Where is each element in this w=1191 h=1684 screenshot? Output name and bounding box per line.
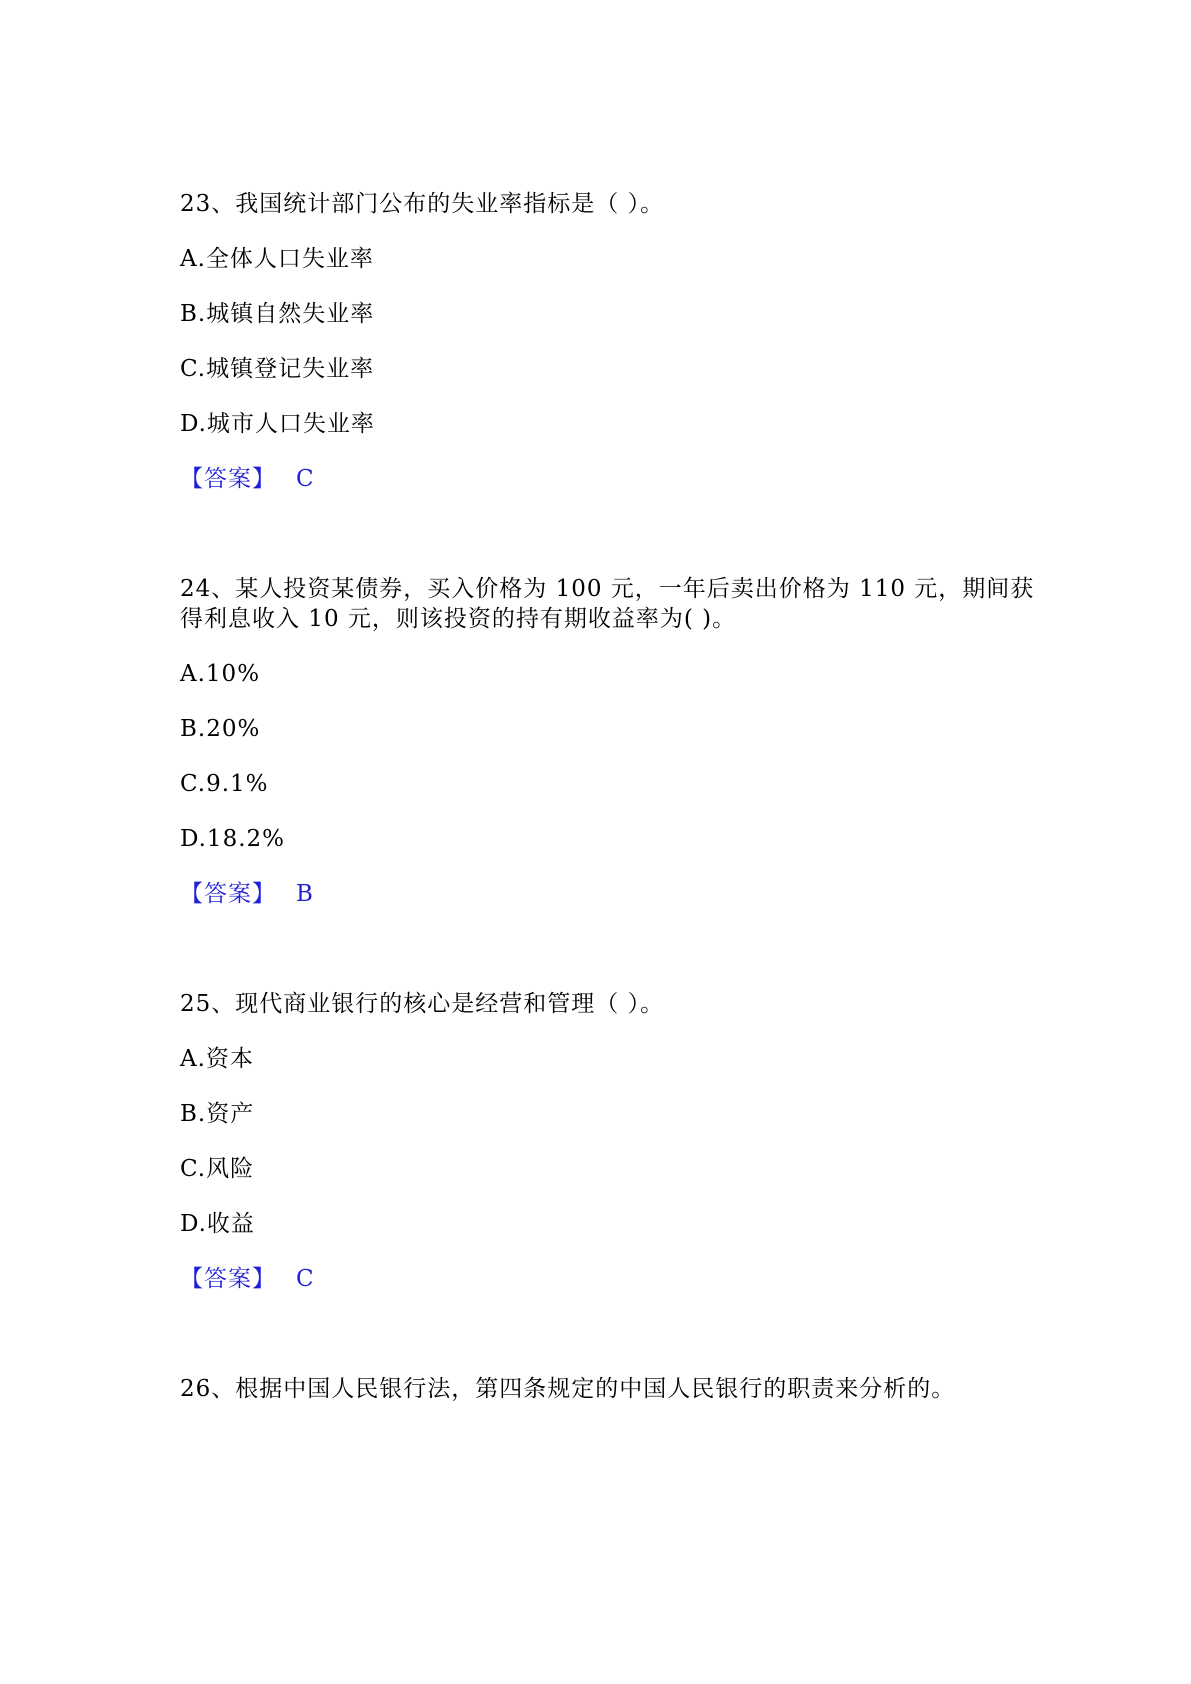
question-25-option-d: D.收益 — [180, 1211, 255, 1237]
question-24-option-c: C.9.1% — [180, 771, 269, 797]
question-23-stem: 23、我国统计部门公布的失业率指标是（ ）。 — [180, 191, 665, 217]
question-24-answer — [180, 880, 314, 908]
question-25-stem: 25、现代商业银行的核心是经营和管理（ ）。 — [180, 991, 665, 1017]
question-26-stem: 26、根据中国人民银行法，第四条规定的中国人民银行的职责来分析的。 — [180, 1376, 956, 1402]
question-25-answer — [180, 1265, 315, 1293]
question-23-option-c: C.城镇登记失业率 — [180, 356, 375, 382]
question-25-option-a: A.资本 — [180, 1046, 254, 1072]
question-24-stem-line-1: 24、某人投资某债券，买入价格为 100 元，一年后卖出价格为 110 元，期间获 — [180, 576, 1035, 602]
question-23-option-d: D.城市人口失业率 — [180, 411, 375, 437]
question-25-option-c: C.风险 — [180, 1156, 255, 1182]
question-23-answer — [180, 465, 315, 493]
question-24-option-b: B.20% — [180, 716, 261, 742]
question-25-option-b: B.资产 — [180, 1101, 255, 1127]
answer-value: C — [296, 1266, 315, 1292]
answer-label: 【答案】 — [180, 881, 276, 907]
answer-label: 【答案】 — [180, 1266, 276, 1292]
answer-value: C — [296, 466, 315, 492]
answer-label: 【答案】 — [180, 466, 276, 492]
question-24-option-a: A.10% — [180, 661, 261, 687]
question-24-option-d: D.18.2% — [180, 826, 285, 852]
question-23-option-a: A.全体人口失业率 — [180, 246, 374, 272]
question-24-stem-line-2: 得利息收入 10 元，则该投资的持有期收益率为( )。 — [180, 606, 737, 632]
question-23-option-b: B.城镇自然失业率 — [180, 301, 375, 327]
answer-value: B — [296, 881, 314, 907]
